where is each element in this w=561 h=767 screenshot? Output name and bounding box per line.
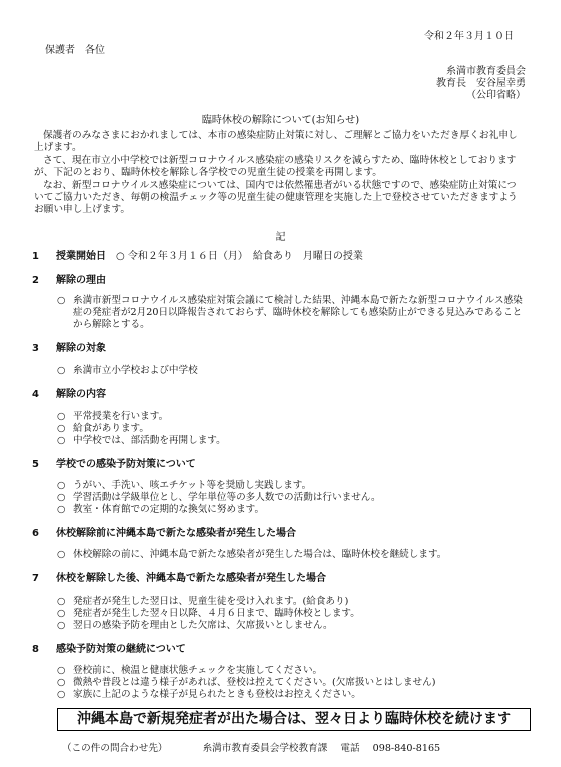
contact-label: （この件の問合わせ先） (62, 743, 168, 754)
circle-marker-icon: ○ (57, 492, 66, 503)
section-title: 解除の理由 (56, 275, 106, 286)
section-2-heading (32, 275, 106, 287)
section-title: 感染予防対策の継続について (56, 644, 186, 655)
section-8-item (57, 689, 361, 701)
addressee: 保護者 各位 (45, 45, 105, 56)
item-text: 家族に上記のような様子が見られたときも登校はお控えください。 (73, 689, 361, 700)
section-3-item (57, 365, 198, 377)
section-4-item (57, 423, 149, 435)
section-number: 2 (32, 275, 39, 286)
item-text: 発症者が発生した翌々日以降、４月６日まで、臨時休校とします。 (73, 608, 360, 619)
circle-marker-icon: ○ (57, 689, 66, 700)
intro-text (34, 130, 524, 217)
section-8-item (57, 665, 322, 677)
circle-marker-icon: ○ (57, 295, 66, 306)
section-title: 休校を解除した後、沖縄本島で新たな感染者が発生した場合 (56, 573, 326, 584)
section-title: 解除の対象 (56, 343, 106, 354)
sender-seal: （公印省略） (466, 90, 526, 101)
item-text: 翌日の感染予防を理由とした欠席は、欠席扱いとしません。 (73, 620, 333, 631)
section-6-item (57, 549, 446, 561)
item-text: 学習活動は学級単位とし、学年単位等の多人数での活動は行いません。 (73, 492, 381, 503)
section-7-item (57, 608, 360, 620)
circle-marker-icon: ○ (57, 365, 66, 376)
contact-tel: 098-840-8165 (372, 743, 441, 754)
section-7-item (57, 620, 333, 632)
item-text: 微熱や普段とは違う様子があれば、登校は控えてください。(欠席扱いとはしません) (73, 677, 436, 688)
section-8-heading (32, 644, 186, 656)
section-title: 学校での感染予防対策について (56, 459, 196, 470)
circle-marker-icon: ○ (57, 504, 66, 515)
item-text: 中学校では、部活動を再開します。 (73, 435, 226, 446)
section-4-item (57, 435, 226, 447)
section-1-heading (32, 251, 363, 263)
ki-heading: 記 (275, 232, 286, 243)
circle-marker-icon: ○ (57, 665, 66, 676)
contact-department: 糸満市教育委員会学校教育課 (202, 743, 328, 754)
intro-paragraph: 保護者のみなさまにおかれましては、本市の感染症防止対策に対し、ご理解とご協力をいただき厚くお礼申し上げます。 (34, 130, 518, 154)
sender-name: 教育長 安谷屋幸勇 (436, 78, 526, 89)
circle-marker-icon: ○ (57, 677, 66, 688)
section-number: 6 (32, 528, 39, 539)
item-text: 休校解除の前に、沖縄本島で新たな感染者が発生した場合は、臨時休校を継続します。 (73, 549, 447, 560)
section-5-heading (32, 459, 196, 471)
sender-org: 糸満市教育委員会 (446, 66, 526, 77)
circle-marker-icon: ○ (57, 423, 66, 434)
section-number: 7 (32, 573, 39, 584)
document-date: 令和２年３月１０日 (424, 31, 514, 42)
document-title: 臨時休校の解除について(お知らせ) (201, 115, 360, 126)
section-5-item (57, 492, 381, 504)
contact-line (62, 740, 450, 754)
section-number: 5 (32, 459, 39, 470)
item-text: 糸満市立小学校および中学校 (73, 365, 198, 376)
section-5-item (57, 480, 311, 492)
section-number: 4 (32, 389, 39, 400)
section-3-heading (32, 343, 106, 355)
circle-marker-icon: ○ (57, 620, 66, 631)
item-text: 教室・体育館での定期的な換気に努めます。 (73, 504, 265, 515)
circle-marker-icon: ○ (57, 411, 66, 422)
section-number: 8 (32, 644, 39, 655)
contact-tel-label: 電話 (340, 743, 360, 754)
circle-marker-icon: ○ (57, 549, 66, 560)
section-7-heading (32, 573, 326, 585)
section-title: 解除の内容 (56, 389, 106, 400)
section-4-heading (32, 389, 106, 401)
item-text: 給食があります。 (73, 423, 149, 434)
item-text: 平常授業を行います。 (73, 411, 169, 422)
item-text: 登校前に、検温と健康状態チェックを実施してください。 (73, 665, 323, 676)
item-text: 発症者が発生した翌日は、児童生徒を受け入れます。(給食あり) (73, 596, 349, 607)
section-2-item (57, 295, 527, 332)
item-text: うがい、手洗い、咳エチケット等を奨励し実践します。 (73, 480, 312, 491)
section-8-item (57, 677, 435, 689)
section-5-item (57, 504, 264, 516)
section-number: 3 (32, 343, 39, 354)
section-title: 授業開始日 (56, 251, 106, 262)
circle-marker-icon: ○ (57, 596, 66, 607)
sender-block (436, 66, 526, 102)
item-text: 糸満市新型コロナウイルス感染症対策会議にて検討した結果、沖縄本島で新たな新型コロナウイルス感染症の発症者が2月20日以降報告されておらず、臨時休校を解除しても感染防止ができる見込みであることから解除とする。 (73, 295, 523, 331)
notice-box: 沖縄本島で新規発症者が出た場合は、翌々日より臨時休校を続けます (57, 708, 531, 731)
section-title: 休校解除前に沖縄本島で新たな感染者が発生した場合 (56, 528, 296, 539)
section-7-item (57, 596, 348, 608)
section-value: ○ 令和２年３月１６日（月） 給食あり 月曜日の授業 (116, 251, 363, 262)
circle-marker-icon: ○ (57, 435, 66, 446)
section-4-item (57, 411, 168, 423)
intro-paragraph: なお、新型コロナウイルス感染症については、国内では依然罹患者がいる状態ですので、感染症防止対策についてご協力いただき、毎朝の検温チェック等の児童生徒の健康管理を実施した上で登校させていただきますようお願い申し上げます。 (34, 179, 518, 216)
circle-marker-icon: ○ (57, 480, 66, 491)
intro-paragraph: さて、現在市立小中学校では新型コロナウイルス感染症の感染リスクを減らすため、臨時休校としておりますが、下記のとおり、臨時休校を解除し各学校での児童生徒の授業を再開します。 (34, 154, 517, 179)
section-6-heading (32, 528, 296, 540)
circle-marker-icon: ○ (57, 608, 66, 619)
section-number: 1 (32, 251, 39, 262)
